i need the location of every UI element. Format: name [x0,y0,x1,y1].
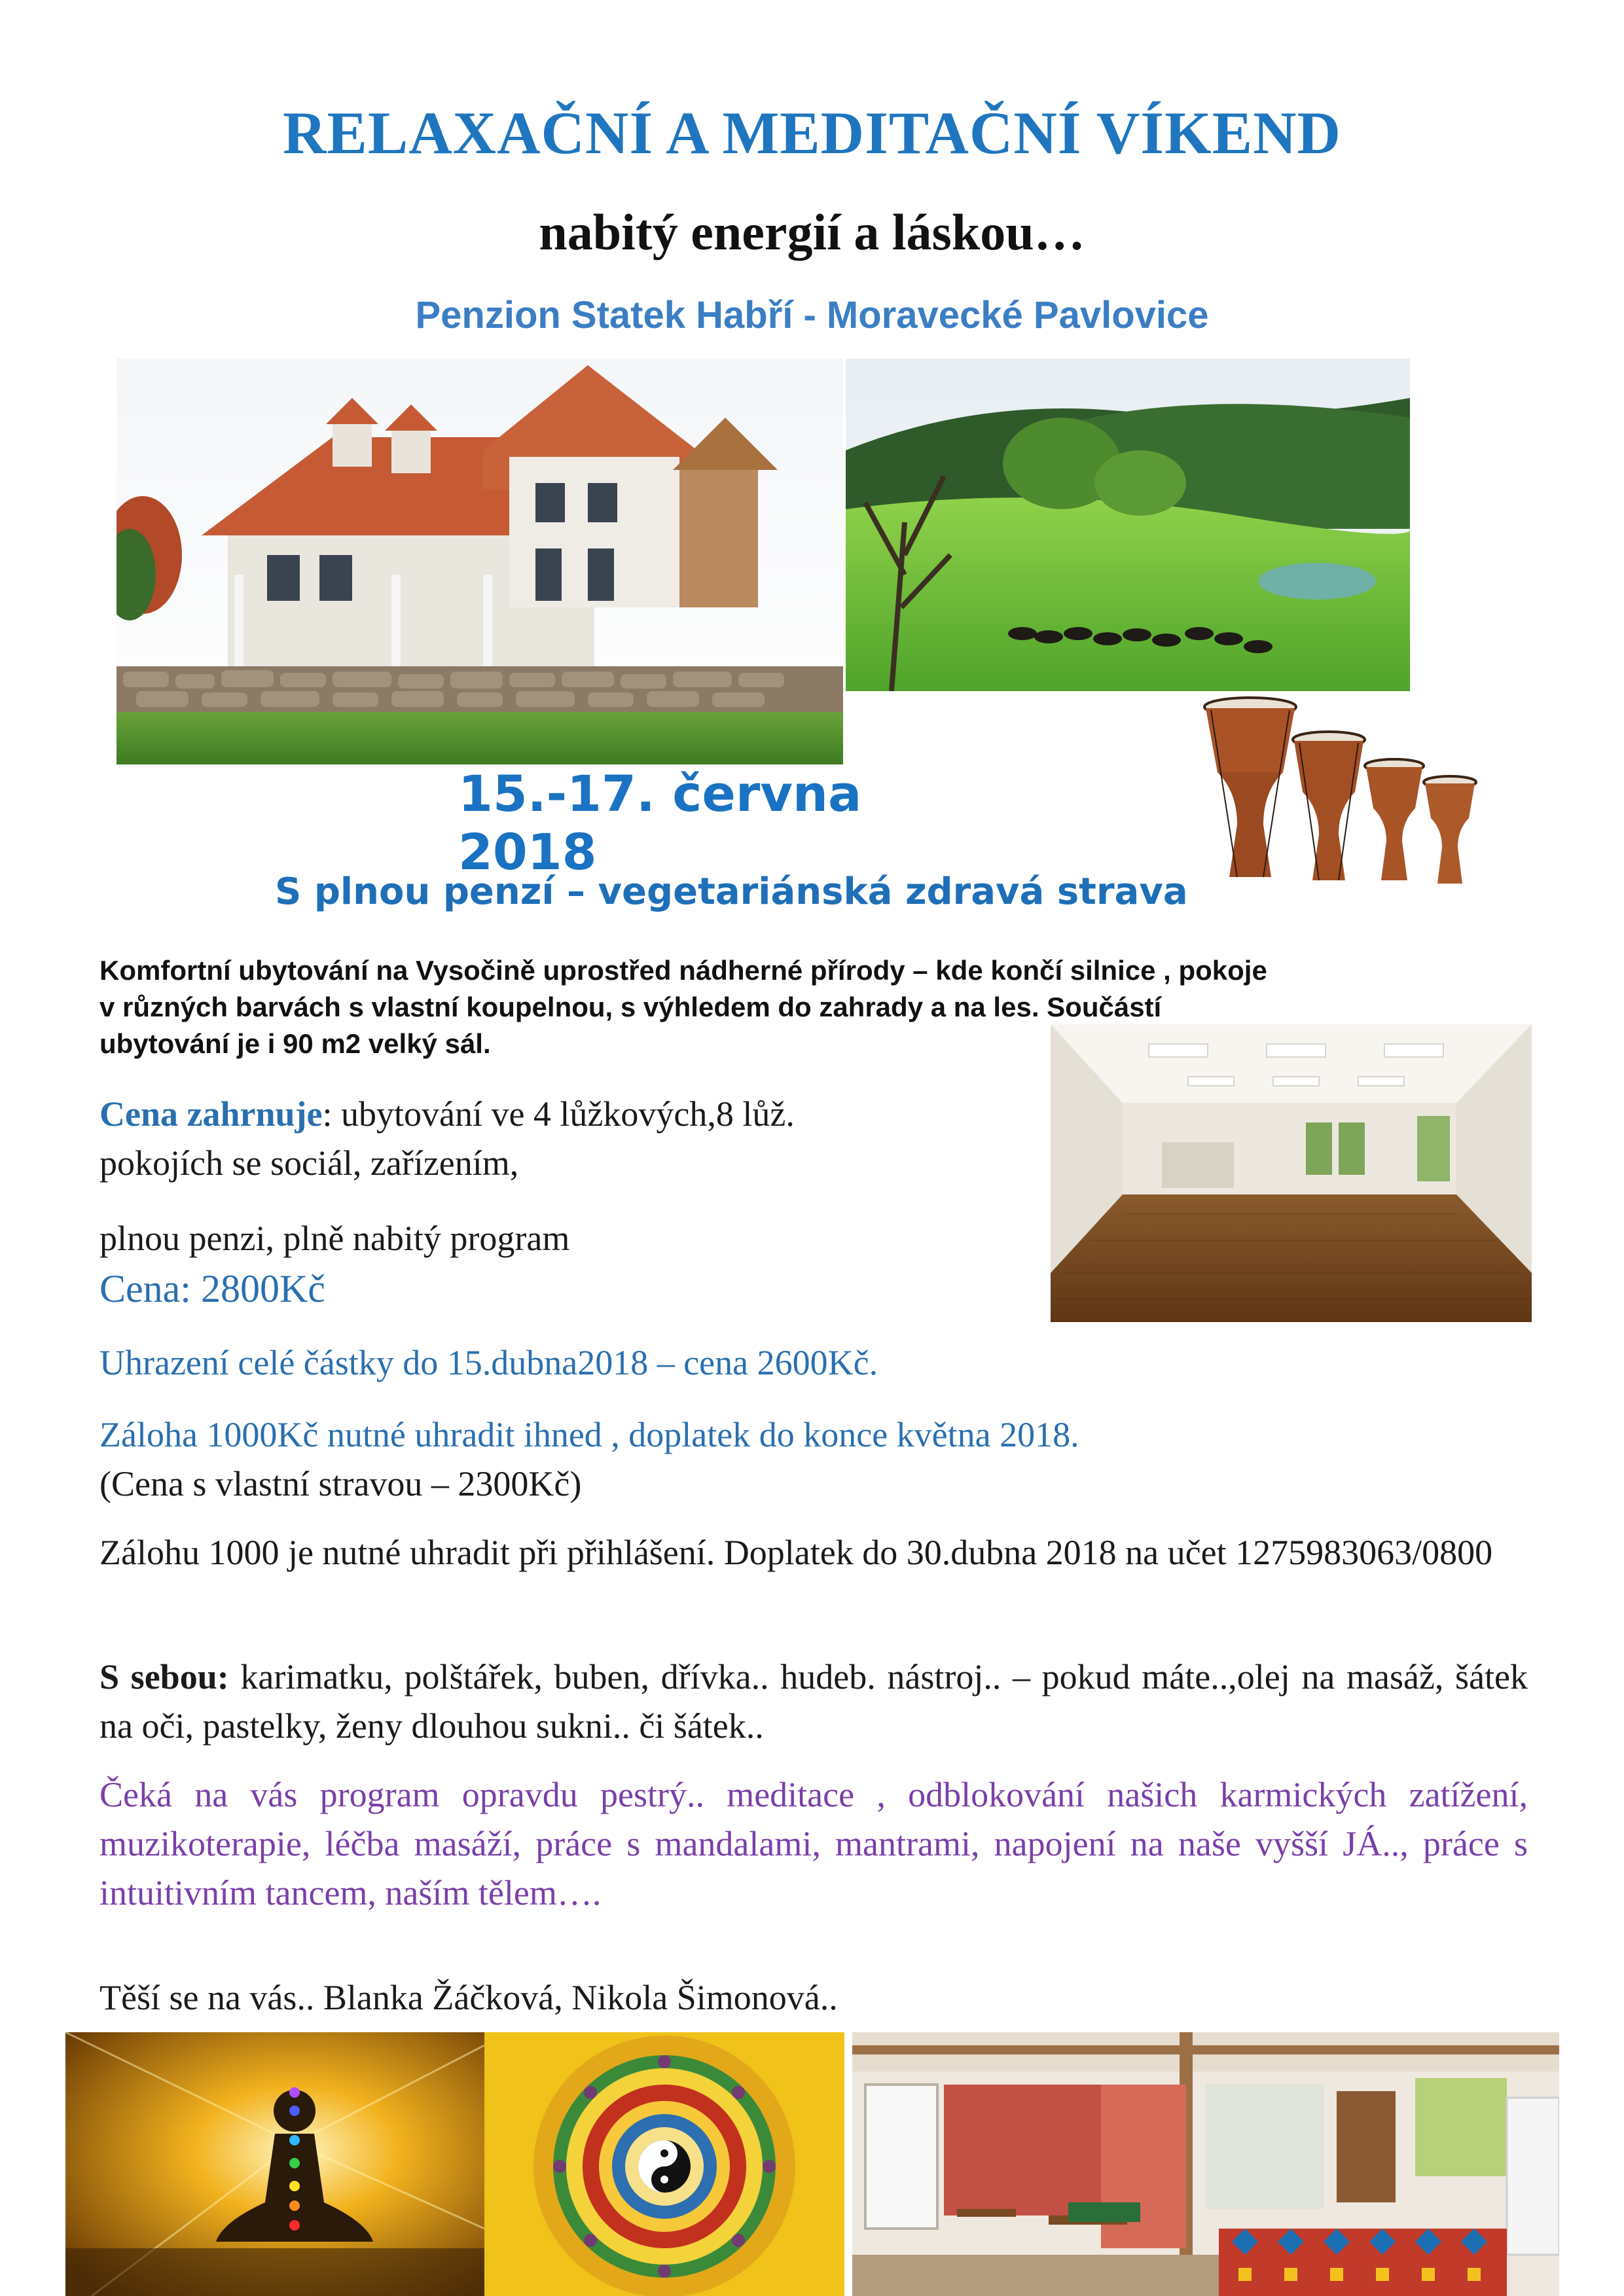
price-includes-label: Cena zahrnuje [99,1094,323,1134]
price-includes-text: : ubytování ve 4 lůžkových,8 lůž. [322,1094,795,1134]
what-to-bring-text: karimatku, polštářek, buben, dřívka.. hudeb. nástroj.. – pokud máte..,olej na masáž, šátek na oči, pastelky, ženy dlouhou sukni.. či šátek.. [99,1657,1528,1746]
venue-name: Penzion Statek Habří - Moravecké Pavlovice [415,294,1209,336]
what-to-bring [99,1653,1528,1751]
price: Cena: 2800Kč [99,1267,325,1310]
own-food-price: (Cena s vlastní stravou – 2300Kč) [99,1464,582,1503]
early-payment-note: Uhrazení celé částky do 15.dubna2018 – cena 2600Kč. [99,1343,878,1382]
program-description: Čeká na vás program opravdu pestrý.. meditace , odblokování našich karmických zatížení, muzikoterapie, léčba masáží, práce s mandalami, mantrami, napojení na naše vyšší JÁ.., práce s intuitivním tancem, naším tělem…. [99,1775,1528,1912]
page-title: RELAXAČNÍ A MEDITAČNÍ VÍKEND [283,99,1341,166]
what-to-bring-label: S sebou: [99,1657,229,1696]
hall-photo [1051,1024,1532,1322]
meditation-chakra-image [65,2032,484,2296]
intro-line: ubytování je i 90 m2 velký sál. [99,1028,491,1059]
price-includes [99,1090,1036,1188]
price-includes-text: pokojích se sociál, zařízením, [99,1143,519,1183]
dining-room-photo [852,2032,1559,2296]
house-photo [117,359,843,764]
price-includes-program: plnou penzi, plně nabitý program [99,1219,570,1258]
intro-line: v různých barvách s vlastní koupelnou, s výhledem do zahrady a na les. Součástí [99,992,1162,1022]
deposit-text: Záloha 1000Kč nutné uhradit ihned , doplatek do konce května 2018. [99,1415,1079,1454]
djembe-drums-image [1198,694,1486,890]
mandala-image [484,2032,844,2296]
deposit-note [99,1410,1540,1509]
meadow-photo [846,359,1410,691]
event-date: 15.-17. června 2018 [458,764,862,881]
payment-instructions: Zálohu 1000 je nutné uhradit při přihlášení. Doplatek do 30.dubna 2018 na učet 1275983063/0800 [99,1533,1493,1572]
board-info: S plnou penzí – vegetariánská zdravá strava [275,870,1188,913]
page-subtitle: nabitý energií a láskou… [539,204,1085,260]
intro-line: Komfortní ubytování na Vysočině uprostřed nádherné přírody – kde končí silnice , pokoje [99,955,1267,986]
closing-signature: Těší se na vás.. Blanka Žáčková, Nikola Šimonová.. [99,1978,838,2017]
